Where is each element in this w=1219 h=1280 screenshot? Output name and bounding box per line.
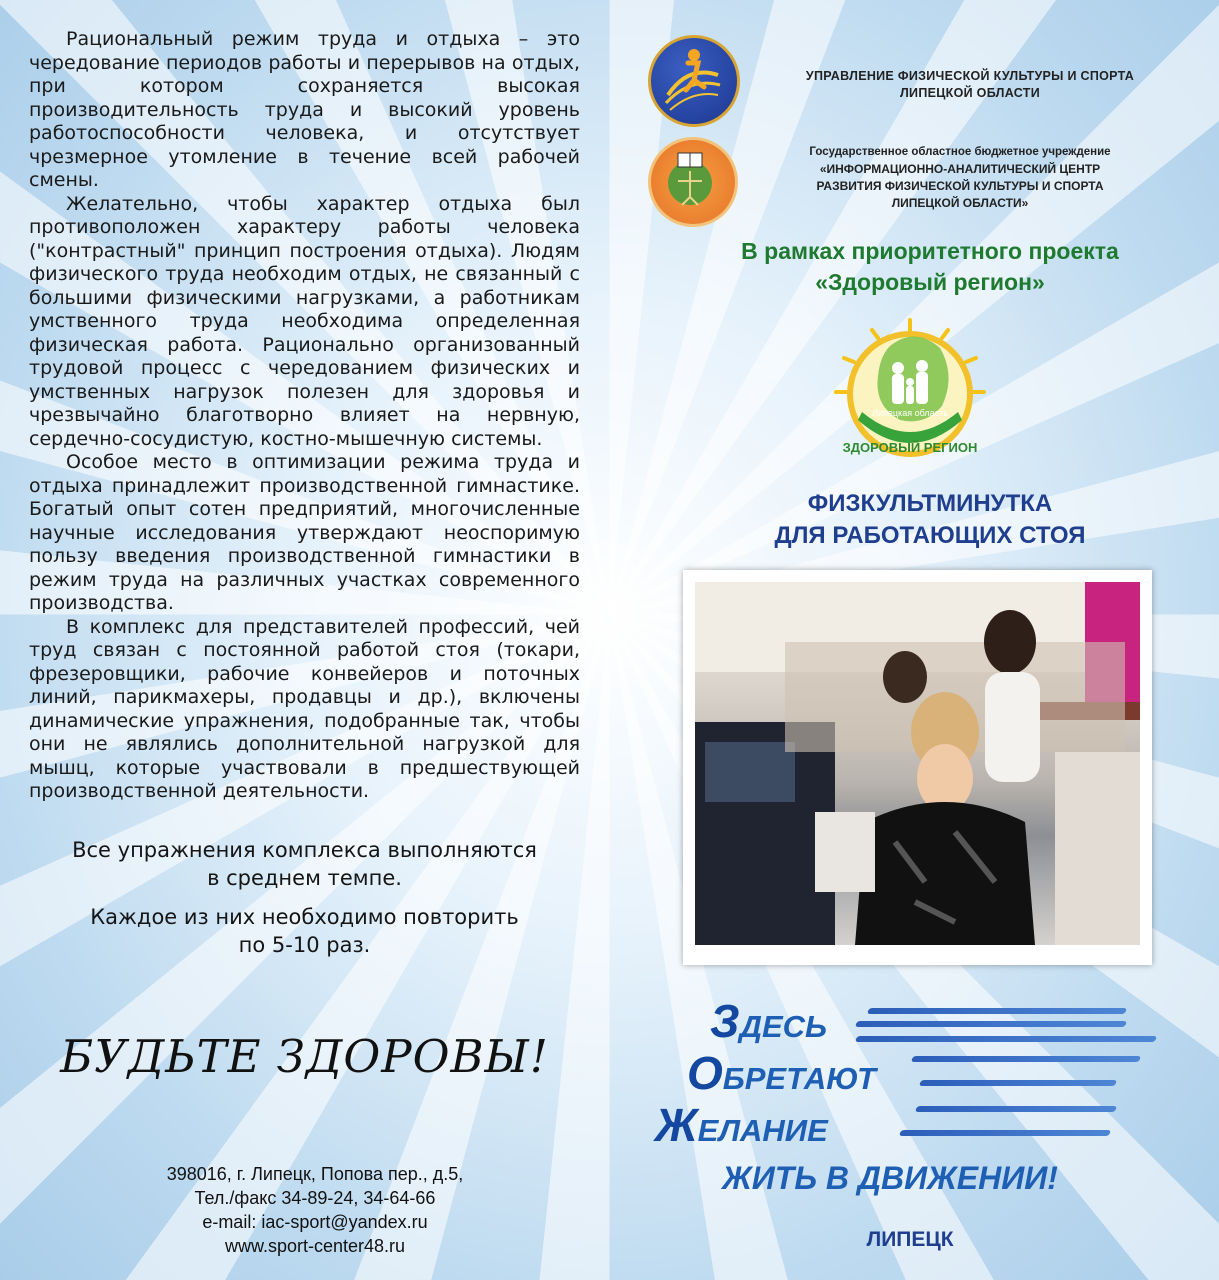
acronym-line-z <box>710 994 827 1048</box>
phone-line: Тел./факс 34-89-24, 34-64-66 <box>194 1188 436 1208</box>
information-center-logo-icon <box>648 137 738 227</box>
text-column <box>29 28 580 804</box>
paragraph-1: Рациональный режим труда и отдыха – это чередование периодов работы и перерывов на отдых, при котором сохраняется высокая производительность труда и высокий уровень работоспособности человека, и отсутствует чрезмерное утомление в течение всей рабочей смены. <box>29 28 580 191</box>
acronym-capital: О <box>687 1047 723 1099</box>
decor-stripe <box>855 1036 1157 1042</box>
brochure-title <box>700 488 1160 552</box>
sport-department-logo-icon <box>648 35 740 127</box>
org2-line-4: ЛИПЕЦКОЙ ОБЛАСТИ» <box>891 196 1029 210</box>
project-line-2: «Здоровый регион» <box>815 269 1045 295</box>
tempo-note-line-2: в среднем темпе. <box>207 866 402 890</box>
repeat-note-line-1: Каждое из них необходимо повторить <box>90 905 519 929</box>
acronym-line-zh <box>655 1098 828 1152</box>
acronym-word: ДЕСЬ <box>739 1009 827 1044</box>
acronym-word: ЕЛАНИЕ <box>697 1113 828 1148</box>
org2-line-3: РАЗВИТИЯ ФИЗИЧЕСКОЙ КУЛЬТУРЫ И СПОРТА <box>816 179 1104 193</box>
repeat-note-line-2: по 5-10 раз. <box>238 933 371 957</box>
acronym-capital: З <box>710 995 740 1047</box>
be-healthy-slogan: БУДЬТЕ ЗДОРОВЫ! <box>60 1030 549 1083</box>
decor-stripe <box>855 1021 1127 1027</box>
city-name: ЛИПЕЦК <box>866 1228 954 1251</box>
acronym-line-o <box>687 1046 876 1100</box>
website-line: www.sport-center48.ru <box>224 1236 406 1256</box>
decor-stripe <box>867 1008 1127 1014</box>
title-line-1: ФИЗКУЛЬТМИНУТКА <box>807 490 1053 517</box>
healthy-region-emblem-icon <box>830 316 990 466</box>
project-heading <box>660 236 1200 298</box>
org2-line-1: Государственное областное бюджетное учреждение <box>809 146 1111 158</box>
decor-stripe <box>899 1130 1111 1136</box>
sport-department-name <box>770 68 1170 102</box>
org1-line-1: УПРАВЛЕНИЕ ФИЗИЧЕСКОЙ КУЛЬТУРЫ И СПОРТА <box>805 69 1135 83</box>
decor-stripe <box>915 1106 1117 1112</box>
org2-line-2: «ИНФОРМАЦИОННО-АНАЛИТИЧЕСКИЙ ЦЕНТР <box>819 162 1101 176</box>
live-in-motion-slogan: ЖИТЬ В ДВИЖЕНИИ! <box>722 1160 1058 1196</box>
address-line: 398016, г. Липецк, Попова пер., д.5, <box>166 1164 464 1184</box>
email-line: e-mail: iac-sport@yandex.ru <box>202 1212 428 1232</box>
acronym-capital: Ж <box>655 1099 698 1151</box>
information-center-name <box>760 144 1160 212</box>
paragraph-4: В комплекс для представителей профессий, чей труд связан с постоянной работой стоя (токари, фрезеровщики, рабочие конвейеров и поточных линий, парикмахеры, продавцы и др.), включены динамические упражнения, подобранные так, чтобы они не являлись дополнительной нагрузкой для мышц, которые участвовали в предшествующей производственной деятельности. <box>29 615 580 802</box>
emblem-healthy-region-label: ЗДОРОВЫЙ РЕГИОН <box>842 440 978 455</box>
decor-stripe <box>911 1056 1141 1062</box>
hair-salon-photo <box>695 582 1140 945</box>
decor-stripe <box>919 1080 1117 1086</box>
contact-address <box>60 1162 570 1258</box>
repeat-note <box>29 903 580 959</box>
title-line-2: ДЛЯ РАБОТАЮЩИХ СТОЯ <box>774 522 1086 549</box>
emblem-region-label: Липецкая область <box>872 408 948 418</box>
acronym-word: БРЕТАЮТ <box>722 1061 876 1096</box>
paragraph-3: Особое место в оптимизации режима труда и отдыха принадлежит производственной гимнастике. Богатый опыт сотен предприятий, многочисленные научные исследования утверждают неоспоримую пользу введения производственной гимнастики в режим труда на различных участках современного производства. <box>29 451 580 614</box>
paragraph-2: Желательно, чтобы характер отдыха был противоположен характеру работы человека ("контрастный" принцип построения отдыха). Людям физического труда необходим отдых, не связанный с большими физическими нагрузками, а работникам умственного труда необходима определенная физическая работа. Рационально организованный трудовой процесс с чередованием физических и умственных нагрузок полезен для здоровья и чрезвычайно благотворно влияет на нервную, сердечно-сосудистую, костно-мышечную системы. <box>29 192 580 450</box>
project-line-1: В рамках приоритетного проекта <box>741 238 1119 264</box>
org1-line-2: ЛИПЕЦКОЙ ОБЛАСТИ <box>899 86 1041 100</box>
tempo-note <box>29 836 580 892</box>
salon-photo-frame <box>683 570 1152 965</box>
tempo-note-line-1: Все упражнения комплекса выполняются <box>72 838 537 862</box>
cover-column <box>640 0 1219 1280</box>
